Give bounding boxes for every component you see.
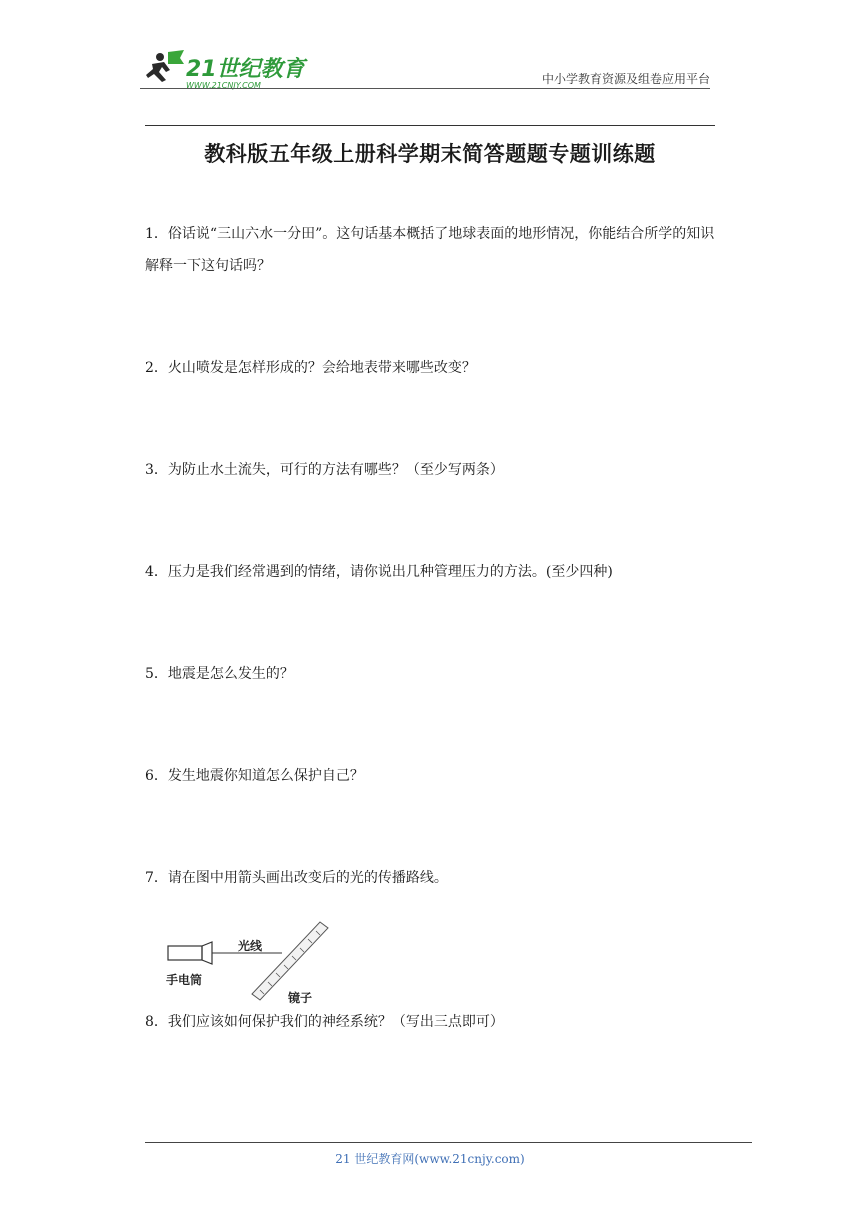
question-2: 2．火山喷发是怎样形成的？会给地表带来哪些改变？ — [145, 360, 476, 376]
header-divider — [140, 88, 710, 89]
light-label: 光线 — [238, 939, 263, 953]
footer-divider — [145, 1142, 752, 1143]
site-logo — [140, 48, 310, 92]
footer-text[interactable]: 21 世纪教育网(www.21cnjy.com) — [335, 1152, 525, 1166]
question-8: 8．我们应该如何保护我们的神经系统？（写出三点即可） — [145, 1014, 504, 1030]
light-reflection-figure — [160, 916, 340, 1006]
question-6: 6．发生地震你知道怎么保护自己？ — [145, 768, 364, 784]
question-4: 4．压力是我们经常遇到的情绪，请你说出几种管理压力的方法。(至少四种) — [145, 564, 613, 580]
question-1: 1．俗话说“三山六水一分田”。这句话基本概括了地球表面的地形情况，你能结合所学的知识解释一下这句话吗？ — [145, 226, 715, 274]
runner-icon — [146, 53, 170, 82]
mirror-icon — [252, 922, 328, 1000]
flashlight-label: 手电筒 — [166, 973, 203, 987]
page-title: 教科版五年级上册科学期末简答题题专题训练题 — [204, 142, 656, 166]
question-3: 3．为防止水土流失，可行的方法有哪些？（至少写两条） — [145, 462, 504, 478]
flag-icon — [168, 50, 184, 64]
question-7: 7．请在图中用箭头画出改变后的光的传播路线。 — [145, 870, 448, 886]
logo-text: 21世纪教育 — [186, 57, 305, 82]
question-5: 5．地震是怎么发生的？ — [145, 666, 294, 682]
title-divider — [145, 125, 715, 126]
flashlight-icon — [168, 942, 212, 964]
header-tagline: 中小学教育资源及组卷应用平台 — [541, 72, 710, 86]
logo-url: WWW.21CNJY.COM — [186, 81, 261, 90]
mirror-label: 镜子 — [288, 991, 313, 1005]
